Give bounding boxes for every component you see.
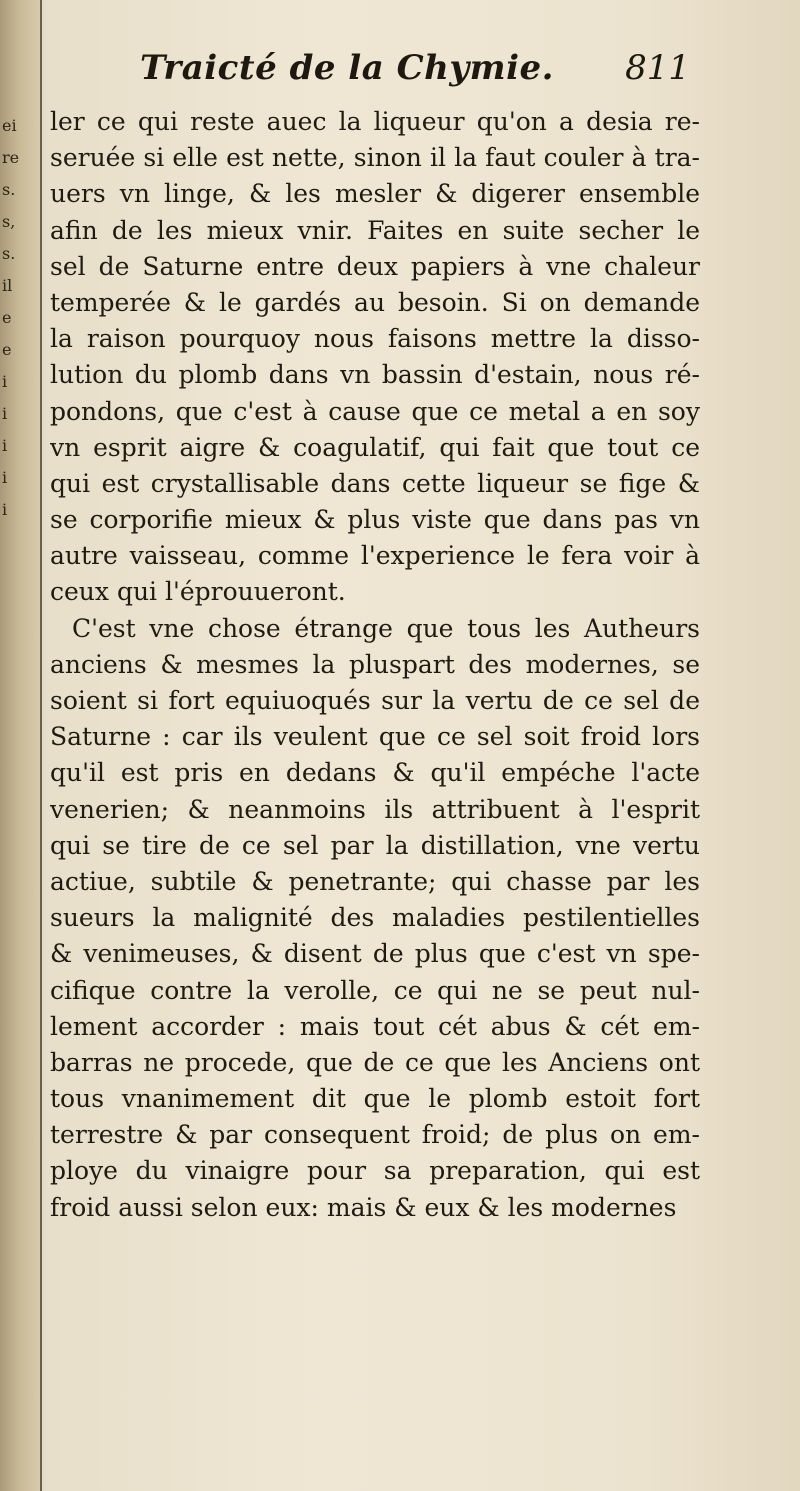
page-number: 811 <box>625 48 690 88</box>
gutter-fragment: il <box>2 276 13 295</box>
text-line: ler ce qui reste auec la liqueur qu'on a desia re- <box>50 107 700 136</box>
gutter-fragment: s. <box>2 180 16 199</box>
text-line: pondons, que c'est à cause que ce metal a en soy <box>50 396 700 426</box>
text-line: vn esprit aigre & coagulatif, qui fait que tout ce <box>50 432 700 462</box>
text-line: temperée & le gardés au besoin. Si on demande <box>50 287 700 317</box>
text-line: soient si fort equiuoqués sur la vertu de ce sel de <box>50 686 700 715</box>
facing-page-text-fragments <box>2 110 20 526</box>
gutter-fragment: i <box>2 372 8 391</box>
text-line: la raison pourquoy nous faisons mettre la disso- <box>50 324 700 354</box>
text-line: anciens & mesmes la pluspart des modernes, se <box>50 649 700 679</box>
text-line: seruée si elle est nette, sinon il la faut couler à tra- <box>50 143 700 173</box>
gutter-fragment: i <box>2 436 8 455</box>
text-line: terrestre & par consequent froid; de plus on em- <box>50 1120 700 1150</box>
text-line: sel de Saturne entre deux papiers à vne chaleur <box>50 251 700 281</box>
text-line: tous vnanimement dit que le plomb estoit fort <box>50 1084 700 1114</box>
text-line: ploye du vinaigre pour sa preparation, qui est <box>50 1156 700 1186</box>
gutter-fragment: s. <box>2 244 16 263</box>
text-line: & venimeuses, & disent de plus que c'est vn spe- <box>50 939 700 969</box>
text-line: qui se tire de ce sel par la distillation, vne vertu <box>50 830 700 860</box>
text-line: ceux qui l'éprouueront. <box>50 577 346 607</box>
gutter-fragment: i <box>2 500 8 519</box>
text-line: actiue, subtile & penetrante; qui chasse par les <box>50 866 700 896</box>
facing-page-gutter <box>0 0 42 1491</box>
text-line: lution du plomb dans vn bassin d'estain, nous ré- <box>50 360 700 390</box>
text-line: autre vaisseau, comme l'experience le fera voir à <box>50 541 700 571</box>
gutter-fragment: ei <box>2 116 17 135</box>
body-text <box>50 104 700 1226</box>
text-line: froid aussi selon eux: mais & eux & les modernes <box>50 1192 677 1222</box>
text-line: Saturne : car ils veulent que ce sel soit froid lors <box>50 722 700 752</box>
text-line: qui est crystallisable dans cette liqueur se fige & <box>50 468 700 498</box>
gutter-fragment: s, <box>2 212 16 231</box>
text-line: C'est vne chose étrange que tous les Autheurs <box>72 613 700 643</box>
gutter-fragment: re <box>2 148 20 167</box>
page-header <box>140 48 700 108</box>
text-line: afin de les mieux vnir. Faites en suite secher le <box>50 215 700 245</box>
gutter-fragment: i <box>2 404 8 423</box>
text-line: lement accorder : mais tout cét abus & cét em- <box>50 1011 700 1041</box>
gutter-fragment: e <box>2 308 12 327</box>
running-title: Traicté de la Chymie. <box>140 48 554 88</box>
text-line: sueurs la malignité des maladies pestilentielles <box>50 903 700 933</box>
text-line: uers vn linge, & les mesler & digerer ensemble <box>50 179 700 209</box>
gutter-fragment: e <box>2 340 12 359</box>
text-line: cifique contre la verolle, ce qui ne se peut nul- <box>50 975 700 1005</box>
text-line: barras ne procede, que de ce que les Anciens ont <box>50 1047 700 1077</box>
text-line: qu'il est pris en dedans & qu'il empéche l'acte <box>50 758 700 788</box>
text-line: venerien; & neanmoins ils attribuent à l'esprit <box>50 794 700 824</box>
gutter-fragment: i <box>2 468 8 487</box>
text-line: se corporifie mieux & plus viste que dans pas vn <box>50 505 700 535</box>
